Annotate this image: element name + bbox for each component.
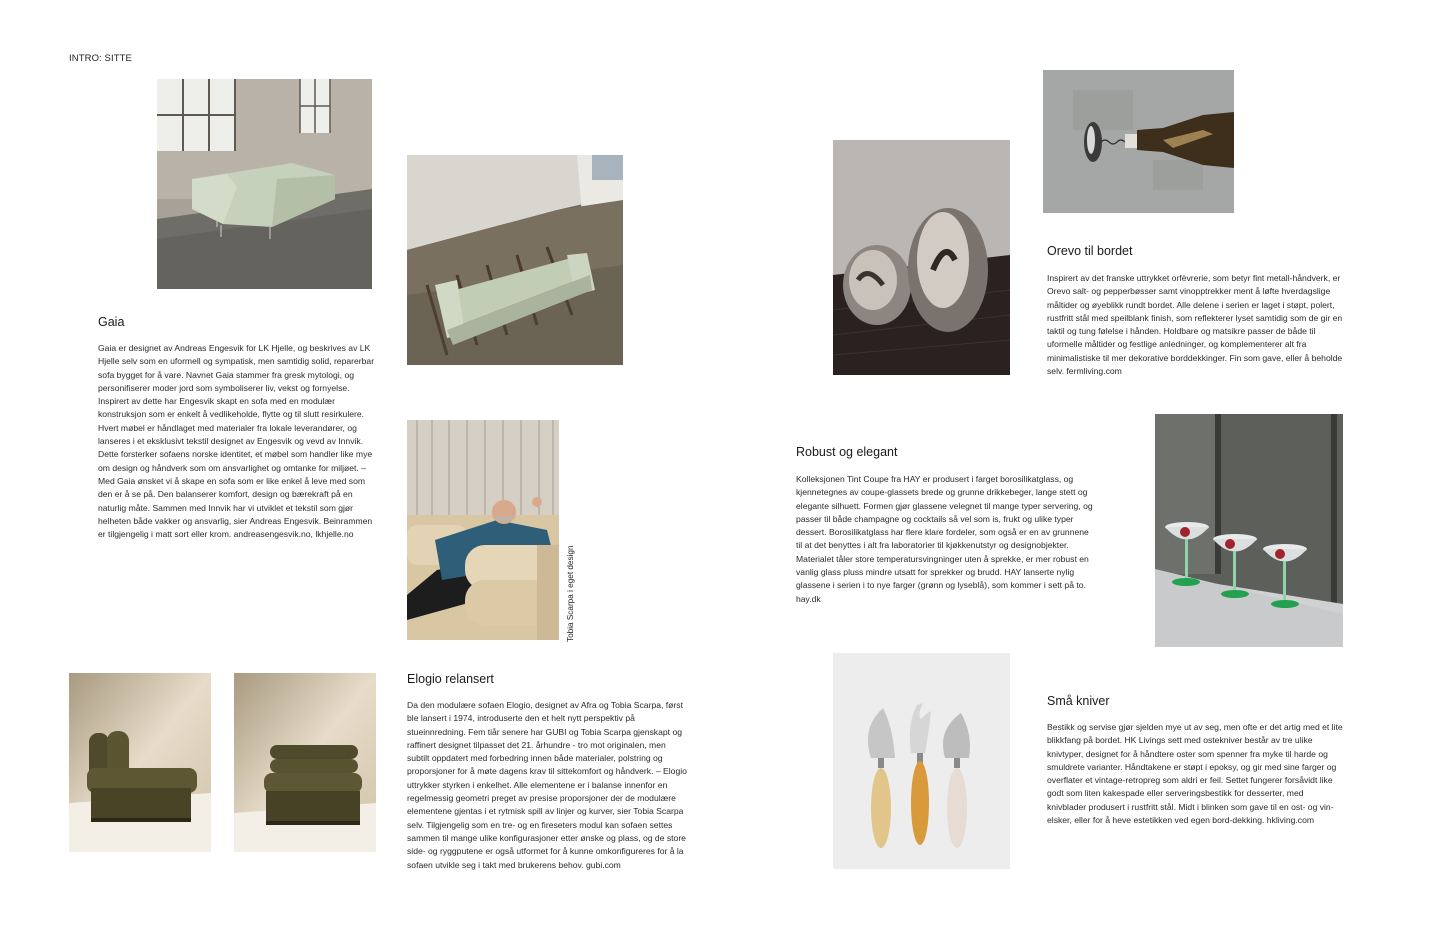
gaia-sofa-overhead-photo xyxy=(407,155,623,365)
photo-caption: Tobia Scarpa i eget design xyxy=(566,545,575,642)
elogio-body-text: Da den modulære sofaen Elogio, designet av Afra og Tobia Scarpa, først ble lansert i 1974, introduserte den et helt nytt perspektiv på stueinnredning. Fem tiår senere har GUBI og Tobia Scarpa gjenskapt og raffinert designet tilpasset det 21. århundre - tro mot originalen, men subtilt oppdatert med forbedring innen både materialer, polstring og proporsjoner for å møte dagens krav til sittekomfort og håndverk. – Elogio uttrykker styrken i enkelhet. Alle elementene er i balanse innenfor en regelmessig geometri preget av presise proporsjoner der de modulære elementene gjentas i et rytmisk spill av linjer og kurver, sier Tobia Scarpa selv. Tilgjengelig som en tre- og en fireseters modul kan sofaen settes sammen til mange ulike konfigurasjoner etter ønske og plass, og de store side- og ryggputene er også utformet for å kunne omkonfigureres for å la sofaen utvikle seg i takt med brukerens behov. gubi.com xyxy=(407,700,687,870)
knives-body-text: Bestikk og servise gjør sjelden mye ut av seg, men ofte er det artig med et lite blikkfang på bordet. HK Livings sett med ostekniver består av tre ulike knivtyper, designet for å håndtere oster som spenner fra myke til harde og smuldrete varianter. Håndtakene er støpt i epoksy, og gir med sine farger og overflater et vintage-retropreg som aldri er feil. Settet fungerer forsåvidt like godt som liten kakespade eller serveringsbestikk for desserter, med knivblader produsert i rustfritt stål. Midt i blinken som gave til en ost- og vin-elsker, eller for å heve estetikken ved egen bord-dekking. hkliving.com xyxy=(1047,722,1343,826)
section-label: INTRO: SITTE xyxy=(69,53,132,64)
orevo-corkscrew-photo xyxy=(1043,70,1234,213)
robust-body-text: Kolleksjonen Tint Coupe fra HAY er produsert i farget borosilikatglass, og kjennetegnes av coupe-glassets brede og grunne drikkebeger, lange stett og elegante silhuett. Formen gjør glassene velegnet til mange typer servering, og passer til både champagne og cocktails så vel som is, frukt og ulike typer dessert. Borosilikatglass har flere klare fordeler, som også er en av grunnene til at det benyttes i alt fra laboratorier til kjøkkenutstyr og designobjekter. Materialet tåler store temperatursvingninger uten å sprekke, er mer robust en vanlig glass pluss mindre utsatt for sprekker og brudd. HAY lanserte nylig glassene i serien i to nye farger (grønn og lyseblå), som kommer i sett på to. hay.dk xyxy=(796,474,1093,604)
cheese-knives-photo xyxy=(833,653,1010,869)
elogio-module-photo-1 xyxy=(69,673,211,852)
orevo-heading: Orevo til bordet xyxy=(1047,244,1133,258)
orevo-body-text: Inspirert av det franske uttrykket orfèvrerie, som betyr fint metall-håndverk, er Orevo salt- og pepperbøsser samt vinopptrekker ment å løfte hverdagslige måltider og øyeblikk rundt bordet. Alle delene i serien er laget i støpt, polert, rustfritt stål med speilblank finish, som reflekterer lyset samtidig som de gir en taktil og tung følelse i hånden. Holdbare og matsikre passer de både til uformelle måltider og festlige anledninger, og komplementerer alt fra minimalistiske til mer dekorative borddekkinger. Fin som gave, eller å beholde selv. fermliving.com xyxy=(1047,273,1343,377)
knives-heading: Små kniver xyxy=(1047,694,1110,708)
gaia-sofa-window-photo xyxy=(157,79,372,289)
tint-coupe-glasses-photo xyxy=(1155,414,1343,647)
gaia-body-text: Gaia er designet av Andreas Engesvik for LK Hjelle, og beskrives av LK Hjelle selv som en uformell og sympatisk, men samtidig solid, reparerbar sofa bygget for å vare. Navnet Gaia stammer fra gresk mytologi, og personifiserer moder jord som symboliserer liv, vekst og fornyelse. Inspirert av dette har Engesvik skapt en sofa med en modulær konstruksjon som er enkelt å vedlikeholde, flytte og til slutt resirkulere. Hvert møbel er håndlaget med materialer fra lokale leverandører, og lanseres i et eksklusivt tekstil designet av Engesvik og vevd av Innvik. Dette forsterker sofaens norske identitet, et møbel som handler like mye om design og håndverk som om ansvarlighet og omtanke for miljøet. – Med Gaia ønsket vi å skape en sofa som er like enkel å leve med som den er å se på. Den balanserer komfort, design og bærekraft på en naturlig måte. Sammen med Innvik har vi utviklet et tekstil som gjør helheten både vakker og ansvarlig, sier Andreas Engesvik. Beinrammen er tilgjengelig i matt sort eller krom. andreasengesvik.no, lkhjelle.no xyxy=(98,343,375,540)
robust-heading: Robust og elegant xyxy=(796,445,898,459)
elogio-module-photo-2 xyxy=(234,673,376,852)
elogio-heading: Elogio relansert xyxy=(407,672,494,686)
orevo-salt-pepper-photo xyxy=(833,140,1010,375)
tobia-scarpa-portrait-photo xyxy=(407,420,559,640)
gaia-heading: Gaia xyxy=(98,315,125,329)
